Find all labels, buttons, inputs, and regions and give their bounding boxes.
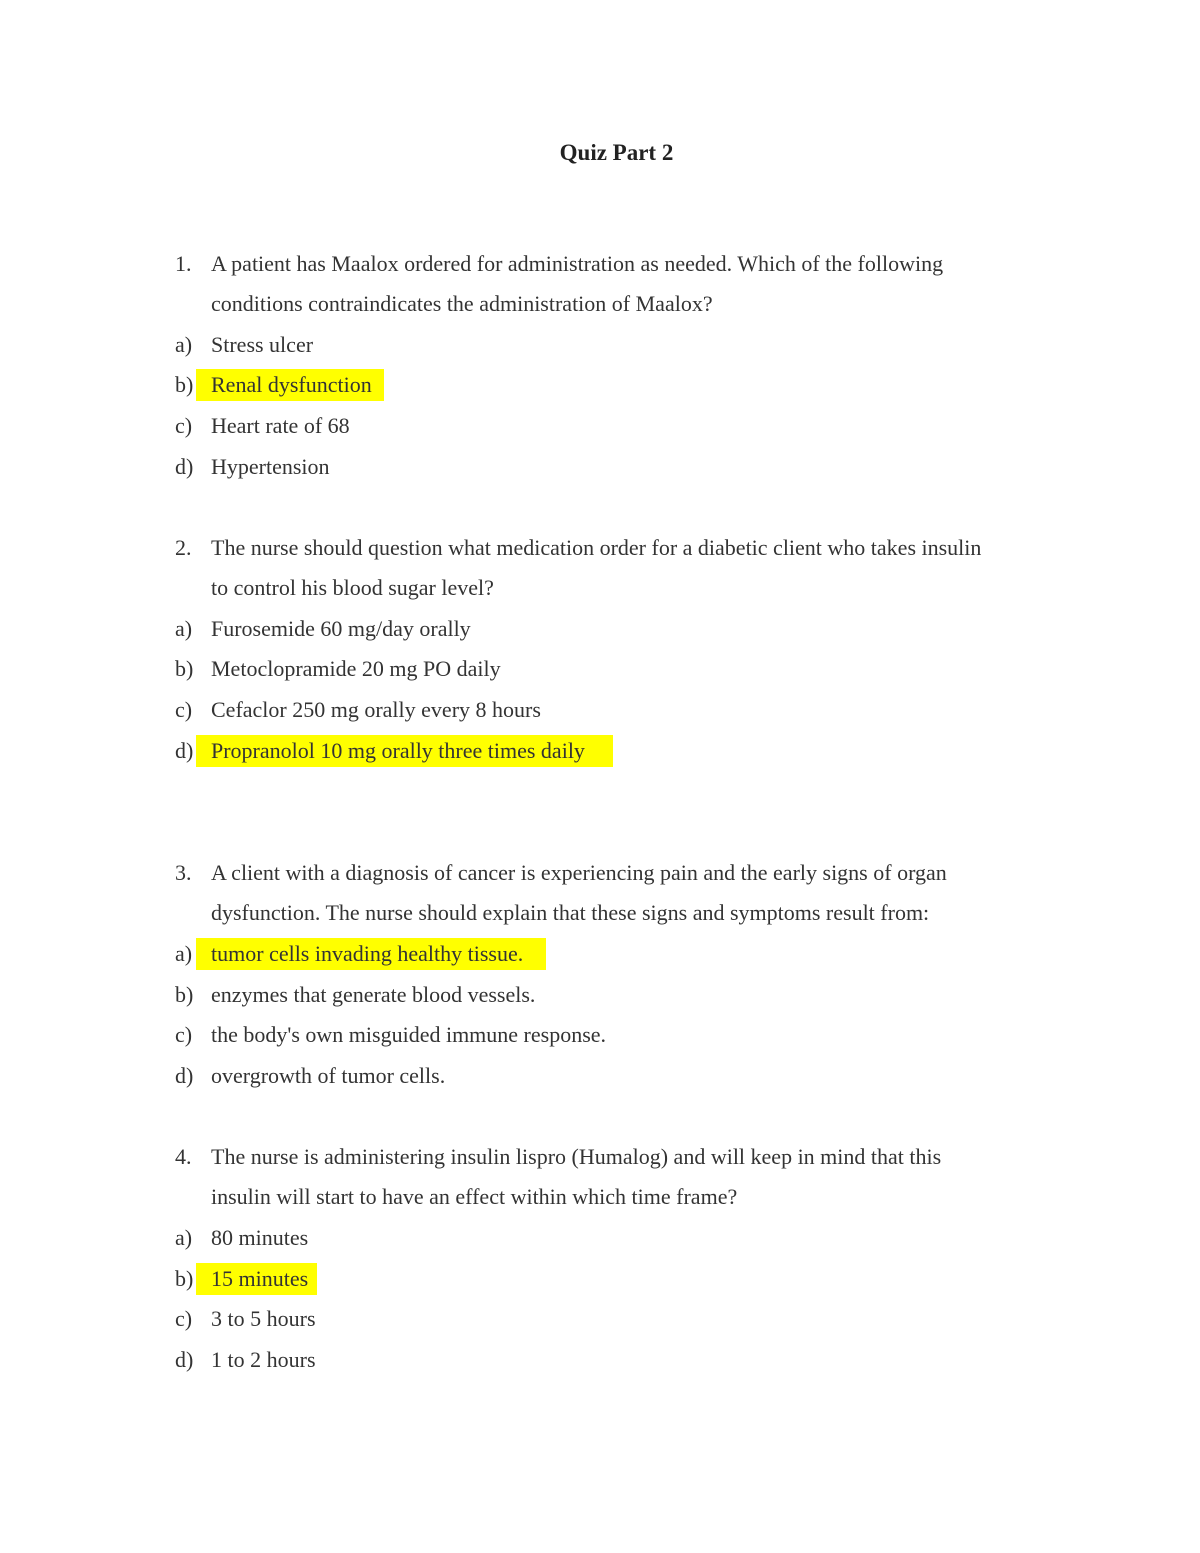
question-text: A client with a diagnosis of cancer is experiencing pain and the early signs of organ xyxy=(211,860,947,885)
option-letter: b) xyxy=(175,1266,194,1291)
question-text: The nurse should question what medication order for a diabetic client who takes insulin xyxy=(211,535,982,560)
option-letter: c) xyxy=(175,413,193,438)
option-letter: d) xyxy=(175,1347,194,1372)
question-number: 2. xyxy=(175,535,192,560)
question-text: A patient has Maalox ordered for administration as needed. Which of the following xyxy=(211,251,944,276)
option-text: the body's own misguided immune response. xyxy=(211,1022,607,1047)
option-text: Propranolol 10 mg orally three times daily xyxy=(211,738,585,763)
option-letter: c) xyxy=(175,697,193,722)
option-text: Renal dysfunction xyxy=(211,372,372,397)
option-letter: d) xyxy=(175,454,194,479)
question-text: to control his blood sugar level? xyxy=(211,575,494,600)
question-number: 4. xyxy=(175,1144,192,1169)
option-text: Heart rate of 68 xyxy=(211,413,350,438)
option-text: 80 minutes xyxy=(211,1225,309,1250)
option-text: Furosemide 60 mg/day orally xyxy=(211,616,471,641)
option-text: overgrowth of tumor cells. xyxy=(211,1063,446,1088)
question-text: conditions contraindicates the administration of Maalox? xyxy=(211,291,713,316)
option-text: enzymes that generate blood vessels. xyxy=(211,982,536,1007)
question-text: The nurse is administering insulin lispro (Humalog) and will keep in mind that this xyxy=(211,1144,942,1169)
question-number: 3. xyxy=(175,860,192,885)
question-text: insulin will start to have an effect within which time frame? xyxy=(211,1184,738,1209)
page-title: Quiz Part 2 xyxy=(559,140,674,165)
option-letter: b) xyxy=(175,372,194,397)
question-text: dysfunction. The nurse should explain that these signs and symptoms result from: xyxy=(211,900,930,925)
option-letter: a) xyxy=(175,332,193,357)
option-text: 1 to 2 hours xyxy=(211,1347,316,1372)
option-text: Hypertension xyxy=(211,454,330,479)
option-letter: c) xyxy=(175,1022,193,1047)
question-number: 1. xyxy=(175,251,192,276)
option-letter: d) xyxy=(175,1063,194,1088)
option-letter: b) xyxy=(175,656,194,681)
option-text: Stress ulcer xyxy=(211,332,314,357)
option-letter: a) xyxy=(175,941,193,966)
option-letter: c) xyxy=(175,1306,193,1331)
option-text: Cefaclor 250 mg orally every 8 hours xyxy=(211,697,541,722)
option-text: tumor cells invading healthy tissue. xyxy=(211,941,524,966)
option-letter: a) xyxy=(175,1225,193,1250)
option-text: 15 minutes xyxy=(211,1266,309,1291)
option-text: Metoclopramide 20 mg PO daily xyxy=(211,656,501,681)
option-letter: d) xyxy=(175,738,194,763)
option-letter: b) xyxy=(175,982,194,1007)
option-text: 3 to 5 hours xyxy=(211,1306,316,1331)
option-letter: a) xyxy=(175,616,193,641)
